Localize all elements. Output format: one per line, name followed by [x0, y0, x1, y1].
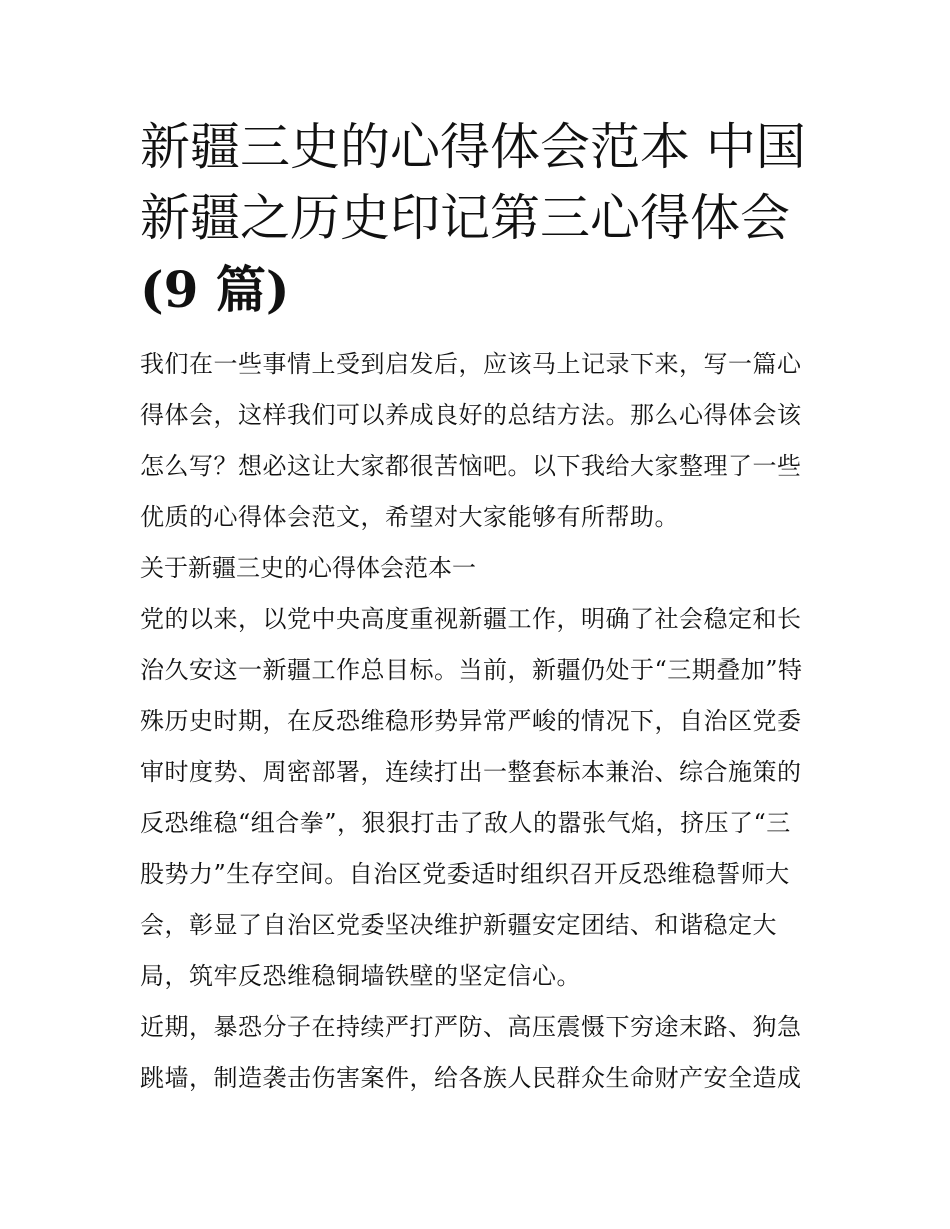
text-line: 跳墙，制造袭击伤害案件，给各族人民群众生命财产安全造成 — [140, 1064, 802, 1092]
text-line: 殊历史时期，在反恐维稳形势异常严峻的情况下，自治区党委 — [140, 707, 802, 735]
section-heading-text: 关于新疆三史的心得体会范本一 — [140, 554, 476, 582]
text-line: 党的以来，以党中央高度重视新疆工作，明确了社会稳定和长 — [140, 605, 802, 633]
text-line: 治久安这一新疆工作总目标。当前，新疆仍处于“三期叠加”特 — [140, 656, 803, 684]
section-heading — [140, 543, 812, 594]
text-line: 我们在一些事情上受到启发后，应该马上记录下来，写一篇心 — [140, 350, 802, 378]
text-line: 股势力”生存空间。自治区党委适时组织召开反恐维稳誓师大 — [140, 860, 790, 888]
text-line: 局，筑牢反恐维稳铜墙铁壁的坚定信心。 — [140, 962, 581, 990]
title-line: 新疆三史的心得体会范本 中国 — [140, 118, 806, 176]
text-line: 近期，暴恐分子在持续严打严防、高压震慑下穷途末路、狗急 — [140, 1013, 802, 1041]
text-line: 会，彰显了自治区党委坚决维护新疆安定团结、和谐稳定大 — [140, 911, 777, 939]
intro-paragraph — [140, 339, 812, 543]
document-body — [140, 112, 812, 1104]
text-line: 反恐维稳“组合拳”，狠狠打击了敌人的嚣张气焰，挤压了“三 — [140, 809, 791, 837]
title-article-count: (9 篇) — [140, 260, 290, 319]
document-title — [140, 112, 812, 325]
text-line: 优质的心得体会范文，希望对大家能够有所帮助。 — [140, 503, 679, 531]
title-line: 新疆之历史印记第三心得体会 — [140, 189, 790, 247]
text-line: 审时度势、周密部署，连续打出一整套标本兼治、综合施策的 — [140, 758, 802, 786]
body-paragraph — [140, 1002, 812, 1104]
text-line: 怎么写？想必这让大家都很苦恼吧。以下我给大家整理了一些 — [140, 452, 802, 480]
body-paragraph — [140, 594, 812, 1002]
text-line: 得体会，这样我们可以养成良好的总结方法。那么心得体会该 — [140, 401, 802, 429]
